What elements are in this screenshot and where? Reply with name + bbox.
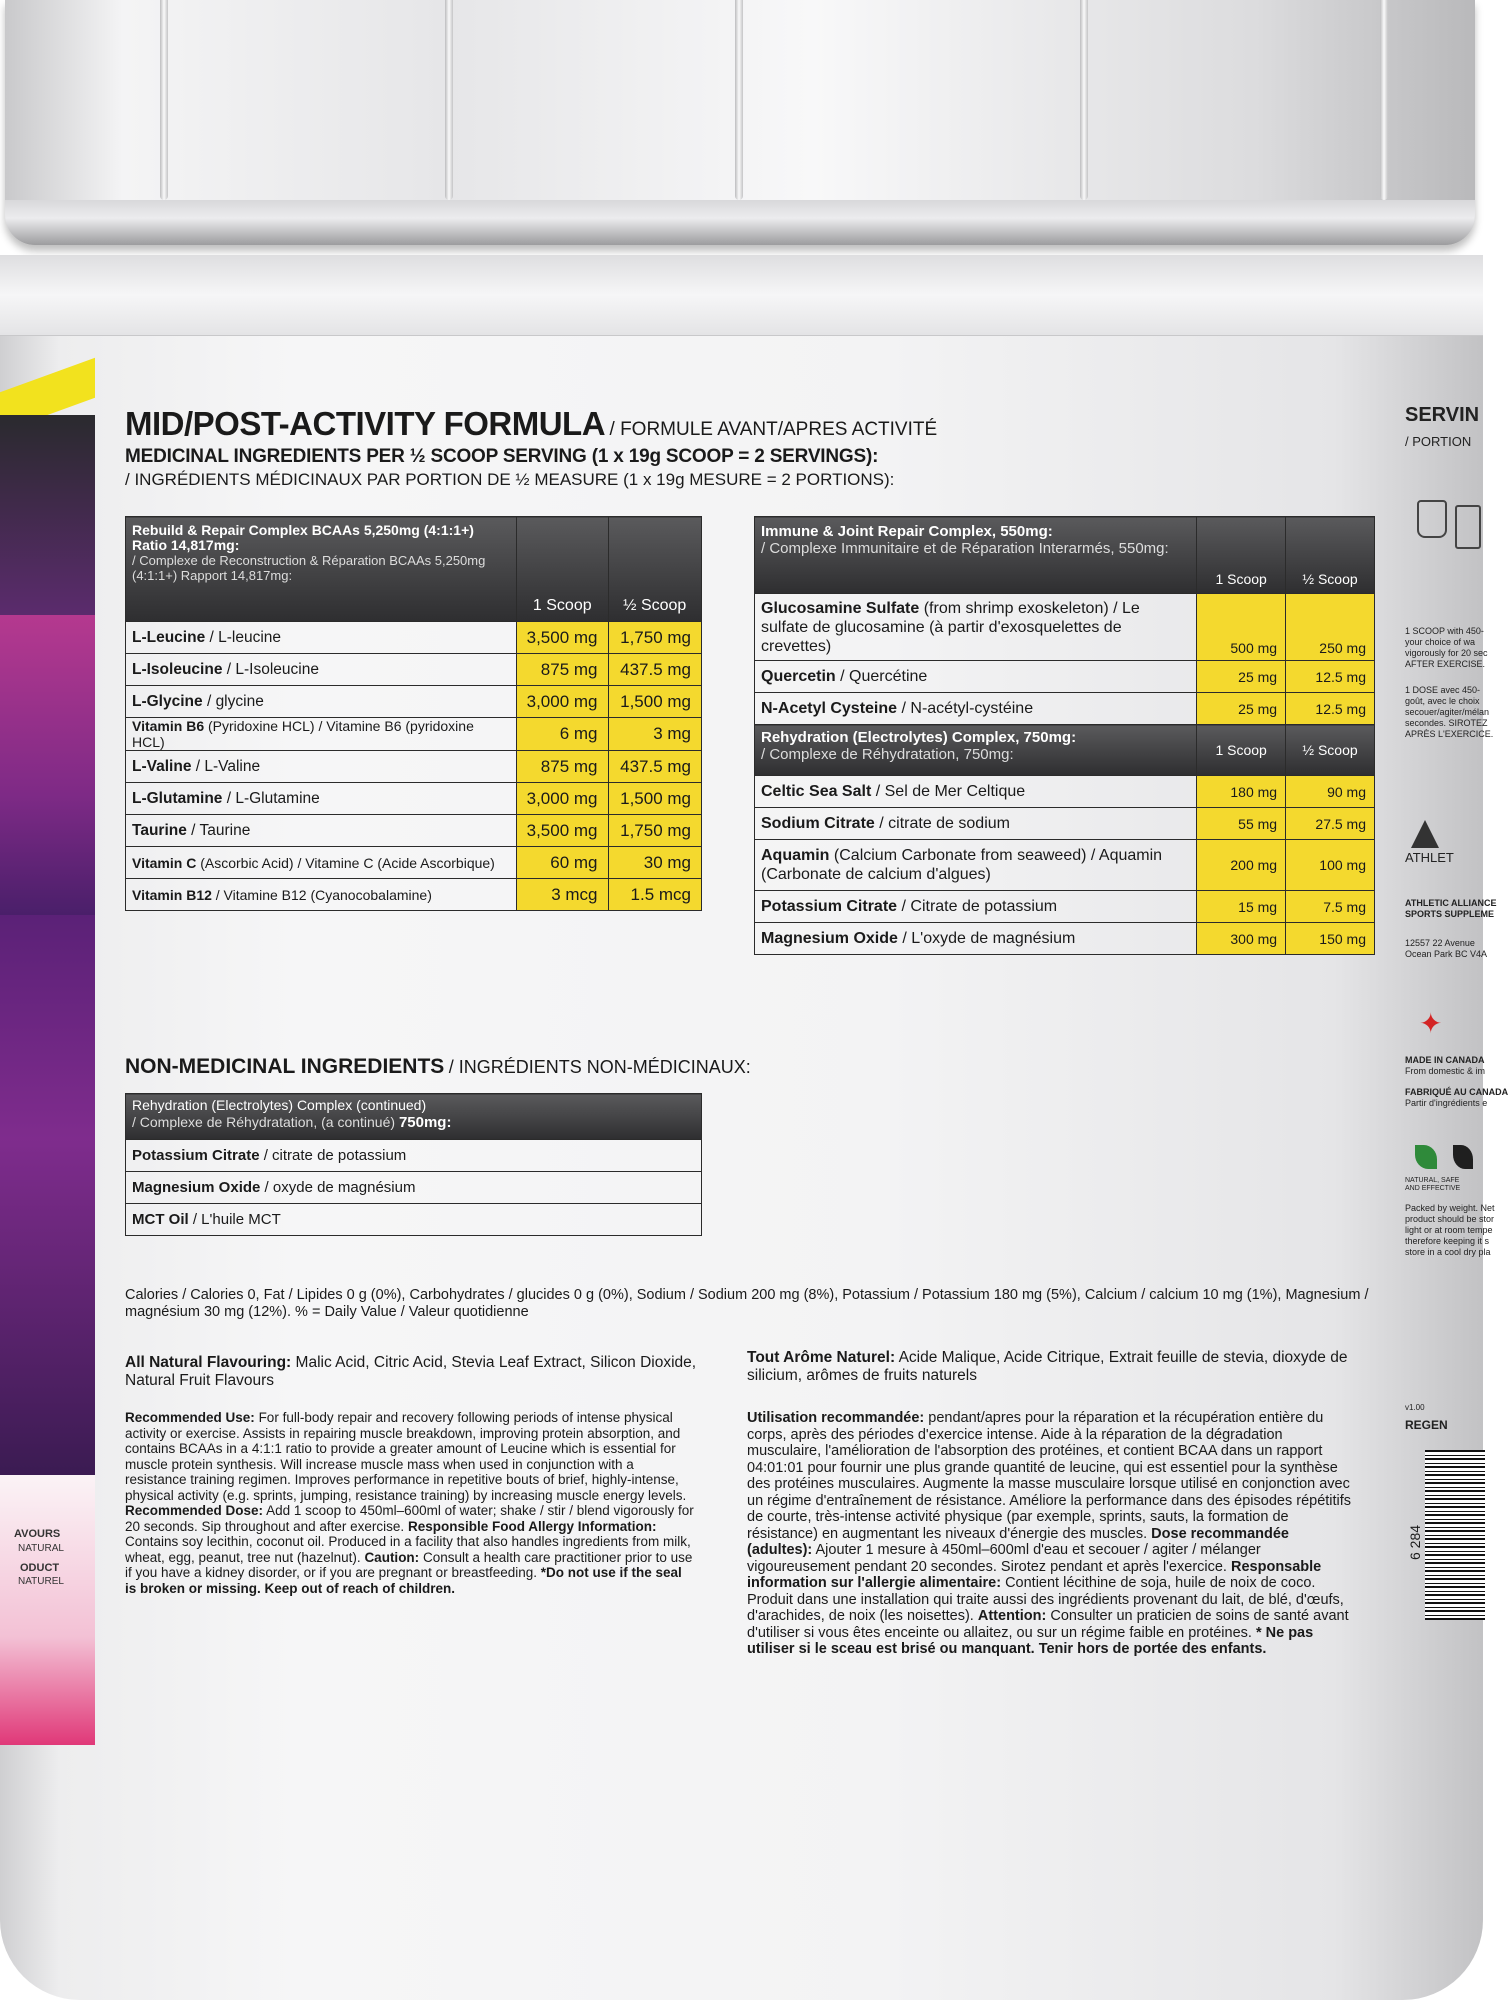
table-row: Quercetin / Quercétine 25 mg 12.5 mg [755,661,1375,693]
table-row: Vitamin B12 / Vitamine B12 (Cyanocobalamine) 3 mcg 1.5 mcg [126,879,702,911]
table-row: MCT Oil / L'huile MCT [126,1204,702,1236]
table-row: L-Valine / L-Valine 875 mg 437.5 mg [126,751,702,783]
panel-text: Ocean Park BC V4A [1405,949,1488,959]
non-medicinal-title-fr: / INGRÉDIENTS NON-MÉDICINAUX: [448,1057,751,1077]
panel-text: goût, avec le choix [1405,696,1480,706]
panel-text: APRÈS L'EXERCICE. [1405,729,1494,739]
non-medicinal-table [125,1093,702,1236]
panel-text: Partir d'ingrédients e [1405,1098,1488,1108]
lid-rib [160,0,168,200]
panel-text: secouer/agiter/mélan [1405,707,1490,717]
panel-text: AND EFFECTIVE [1405,1185,1461,1192]
purple-band [0,615,95,915]
dark-band [0,415,95,615]
panel-text: secondes. SIROTEZ [1405,718,1488,728]
shaker-icon [1455,505,1481,549]
serving-subtitle-fr: / INGRÉDIENTS MÉDICINAUX PAR PORTION DE ½ MEASURE (1 x 19g MESURE = 2 PORTIONS): [125,470,895,489]
side-text: NATURAL [18,1543,64,1554]
barcode-number: 6 284 [1407,1524,1423,1560]
panel-text: store in a cool dry pla [1405,1247,1491,1257]
panel-text: your choice of wa [1405,637,1476,647]
serving-subtitle: MEDICINAL INGREDIENTS PER ½ SCOOP SERVING (1 x 19g SCOOP = 2 SERVINGS): [125,446,879,467]
brand-name: ATHLET [1405,850,1454,865]
col-half-scoop: ½ Scoop [1286,517,1375,594]
table-row: L-Leucine / L-leucine 3,500 mg 1,750 mg [126,622,702,654]
container-lid [5,0,1475,245]
col-half-scoop: ½ Scoop [608,517,702,622]
bcaa-table [125,516,702,911]
panel-text: ATHLETIC ALLIANCE [1405,898,1497,908]
main-label [95,375,1410,1745]
side-text: AVOURS [14,1528,61,1540]
panel-text: From domestic & im [1405,1066,1486,1076]
nm-header-amount: 750mg: [398,1114,452,1131]
flavouring-fr: Tout Arôme Naturel: Acide Malique, Acide Citrique, Extrait feuille de stevia, dioxyde de silicium, arômes de fruits naturels [747,1349,1348,1384]
leaf-icon [1453,1145,1473,1169]
barcode [1425,1450,1485,1620]
table-row: Aquamin (Calcium Carbonate from seaweed) / Aquamin (Carbonate de calcium d'algues) 200 mg 100 mg [755,840,1375,891]
athlete-logo-icon [1411,820,1439,848]
lid-rib [1080,0,1088,200]
table-row: Vitamin B6 (Pyridoxine HCL) / Vitamine B6 (pyridoxine HCL) 6 mg 3 mg [126,718,702,751]
lid-rib [445,0,453,200]
table-row: L-Isoleucine / L-Isoleucine 875 mg 437.5 mg [126,654,702,686]
recommended-use-fr: Utilisation recommandée: pendant/apres pour la réparation et la récupération entière du corps, après des périodes d'exercice intense. Aide à la réparation de la dégradation musculaire, l'amélioration de l'absorption des protéines, et contient BCAA dans un rapport 04:01:01 pour fournir une plus grande quantité de leucine, qui est essentiel pour la synthèse des protéines musculaires. Augmente la masse musculaire lorsque utilisé en conjonction avec un régime d'entraînement de résistance. Améliore la performance dans des épisodes répétitifs de courte, très-intense activité physique (par exemple, sprints, sauts, la formation de résistance) en augmentant les niveaux d'énergie des muscles. Dose recommandée (adultes): Ajouter 1 mesure à 450ml–600ml d'eau et secouer / agiter / mélanger vigoureusement pendant 20 secondes. Sirotez pendant et après l'exercice. Responsable information sur l'allergie alimentaire: Contient lécithine de soja, huile de noix de coco. Produit dans une installation qui traite aussi des ingrédients provenant du lait, de blé, d'œufs, d'arachides, de noix (les noisettes). Attention: Consulter un praticien de soins de santé avant d'utiliser si vous êtes enceinte ou allaitez, ou sur un régime faible en protéines. * Ne pas utiliser si le sceau est brisé ou manquant. Tenir hors de portée des enfants. [747,1410,1352,1657]
panel-text: AFTER EXERCISE. [1405,659,1486,669]
table-row: Celtic Sea Salt / Sel de Mer Celtique 180 mg 90 mg [755,776,1375,808]
table-row: Taurine / Taurine 3,500 mg 1,750 mg [126,815,702,847]
purple-panel [0,915,95,1475]
table-row: Potassium Citrate / citrate de potassium [126,1140,702,1172]
side-text: ODUCT [20,1562,60,1574]
non-medicinal-title: NON-MEDICINAL INGREDIENTS [125,1055,445,1078]
flavouring-en: All Natural Flavouring: Malic Acid, Citric Acid, Stevia Leaf Extract, Silicon Dioxide, Natural Fruit Flavours [125,1354,697,1389]
rehydration-header-fr: / Complexe de Réhydratation, 750mg: [761,746,1014,763]
panel-text: FABRIQUÉ AU CANADA [1405,1087,1508,1097]
immune-table [754,516,1375,955]
leaf-icon [1415,1145,1437,1169]
serving-heading: SERVIN [1405,404,1480,426]
panel-text: SPORTS SUPPLEME [1405,909,1495,919]
lid-band [5,200,1475,245]
nm-header-fr: / Complexe de Réhydratation, (a continué) [132,1114,396,1130]
panel-text: Packed by weight. Net [1405,1203,1495,1213]
right-side-panel [1405,404,1508,1610]
nm-header-title: Rehydration (Electrolytes) Complex (continued) [132,1097,427,1113]
recommended-use-en: Recommended Use: For full-body repair and recovery following periods of intense physical activity or exercise. Assists in repairing muscle breakdown, improving protein absorption, and contains BCAAs in a 4:1:1 ratio to provide a greater amount of Leucine which is essential for muscle protein synthesis. Will increase muscle mass when used in conjunction with a resistance training regimen. Improves performance in repetitive bouts of brief, highly-intense, physical activity (e.g. sprints, jumping, resistance training) by increasing muscle energy levels. Recommended Dose: Add 1 scoop to 450ml–600ml of water; shake / stir / blend vigorously for 20 seconds. Sip throughout and after exercise. Responsible Food Allergy Information: Contains soy lecithin, coconut oil. Produced in a facility that also handles ingredients from milk, wheat, egg, peanut, tree nut (hazelnut). Caution: Consult a health care practitioner prior to use if you have a kidney disorder, or if you are pregnant or breastfeeding. *Do not use if the seal is broken or missing. Keep out of reach of children. [125,1410,694,1596]
table-row: Sodium Citrate / citrate de sodium 55 mg 27.5 mg [755,808,1375,840]
col-1-scoop: 1 Scoop [1197,517,1286,594]
col-1-scoop: 1 Scoop [1197,725,1286,776]
table-row: L-Glutamine / L-Glutamine 3,000 mg 1,500 mg [126,783,702,815]
panel-text: NATURAL, SAFE [1405,1177,1460,1184]
panel-text: 1 DOSE avec 450- [1405,685,1481,695]
panel-text: MADE IN CANADA [1405,1055,1485,1065]
side-text: NATUREL [18,1576,64,1587]
table-row: Glucosamine Sulfate (from shrimp exoskeleton) / Le sulfate de glucosamine (à partir d'exosquelettes de crevettes) 500 mg 250 mg [755,594,1375,661]
table-row: Magnesium Oxide / L'oxyde de magnésium 300 mg 150 mg [755,923,1375,955]
bcaa-header-title: Rebuild & Repair Complex BCAAs 5,250mg (4:1:1+) Ratio 14,817mg: [132,522,474,553]
side-artwork [0,375,95,1745]
scoop-icon [1417,500,1447,538]
formula-title: MID/POST-ACTIVITY FORMULA [125,405,606,442]
col-half-scoop: ½ Scoop [1286,725,1375,776]
regen-label: REGEN [1405,1418,1448,1432]
col-1-scoop: 1 Scoop [517,517,608,622]
lid-rib [735,0,743,200]
table-row: L-Glycine / glycine 3,000 mg 1,500 mg [126,686,702,718]
panel-text: vigorously for 20 sec [1405,648,1488,658]
immune-header-fr: / Complexe Immunitaire et de Réparation Interarmés, 550mg: [761,540,1169,557]
bcaa-header-fr: / Complexe de Reconstruction & Réparation BCAAs 5,250mg (4:1:1+) Rapport 14,817mg: [132,553,486,583]
table-row: Magnesium Oxide / oxyde de magnésium [126,1172,702,1204]
lid-rib [1380,0,1388,200]
portion-heading: / PORTION [1405,434,1472,449]
table-row: Vitamin C (Ascorbic Acid) / Vitamine C (Acide Ascorbique) 60 mg 30 mg [126,847,702,879]
version-label: v1.00 [1405,1403,1425,1412]
tub-rim [0,255,1483,336]
panel-text: product should be stor [1405,1214,1495,1224]
immune-header-title: Immune & Joint Repair Complex, 550mg: [761,523,1053,540]
panel-text: 12557 22 Avenue [1405,938,1475,948]
table-row: Potassium Citrate / Citrate de potassium 15 mg 7.5 mg [755,891,1375,923]
pink-gradient [0,1475,95,1745]
panel-text: 1 SCOOP with 450- [1405,626,1484,636]
rehydration-header-title: Rehydration (Electrolytes) Complex, 750mg: [761,729,1077,746]
formula-title-fr: / FORMULE AVANT/APRES ACTIVITÉ [609,419,938,440]
maple-leaf-icon: ✦ [1419,1008,1443,1039]
panel-text: light or at room tempe [1405,1225,1493,1235]
nutrition-facts: Calories / Calories 0, Fat / Lipides 0 g (0%), Carbohydrates / glucides 0 g (0%), Sodium / Sodium 200 mg (8%), Potassium / Potassium 180 mg (5%), Calcium / calcium 10 mg (1%), Magnesium / magnésium 30 mg (12%). % = Daily Value / Valeur quotidienne [125,1287,1369,1320]
panel-text: therefore keeping it s [1405,1236,1490,1246]
table-row: N-Acetyl Cysteine / N-acétyl-cystéine 25 mg 12.5 mg [755,693,1375,725]
